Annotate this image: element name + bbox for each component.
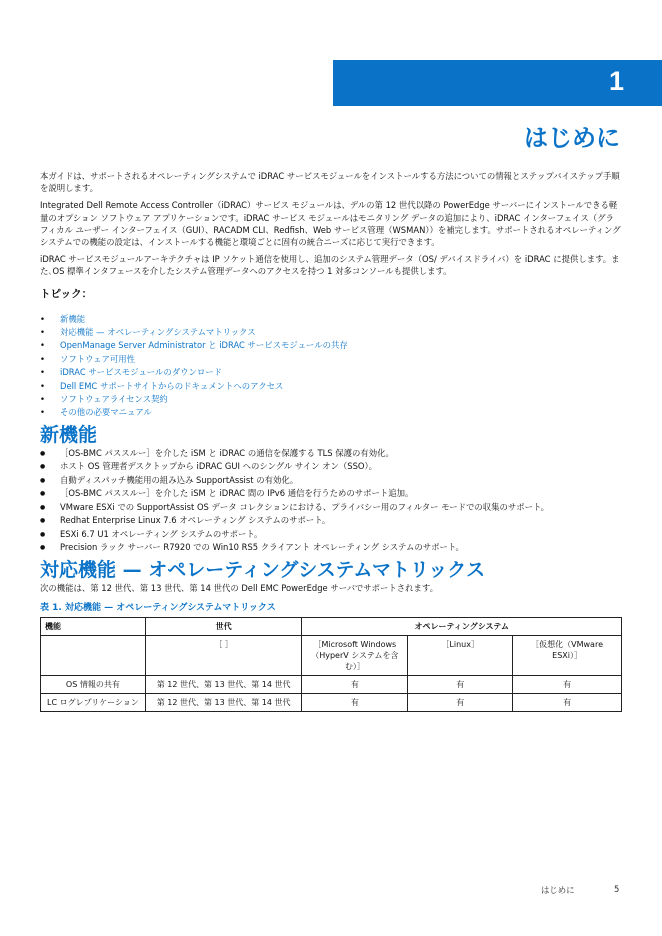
chapter-title: はじめに xyxy=(524,124,620,152)
subheader-windows: ［Microsoft Windows（HyperV システムを含む）］ xyxy=(302,636,408,676)
topics-heading: トピック： xyxy=(40,287,93,300)
topic-item[interactable] xyxy=(40,353,622,366)
list-item: ● ESXi 6.7 U1 オペレーティング システムのサポート。 xyxy=(40,528,622,542)
subheader-generation: ［ ］ xyxy=(145,636,302,676)
intro-paragraph-2: Integrated Dell Remote Access Controller（iDRAC）サービス モジュールは、デルの第 12 世代以降の PowerEdge サーバーにインストールできる軽量のオプション ソフトウェア アプリケーションです。iDRAC サービス モジュールはモニタリング データの追加により、iDRAC インターフェイス（グラフィカル ユーザー インターフェイス（GUI）、RACADM CLI、Redfish、Web サービス管理（WSMAN））を補完します。サポートされるオペレーティング システムでの機能の設定は、インストールする機能と環境ごとに固有の統合ニーズに応じて実行できます。 xyxy=(40,200,621,248)
topic-item[interactable] xyxy=(40,366,622,379)
topic-item[interactable] xyxy=(40,406,622,419)
new-features-heading: 新機能 xyxy=(40,423,98,446)
list-item: ● Redhat Enterprise Linux 7.6 オペレーティング システムのサポート。 xyxy=(40,514,622,528)
table-header-row xyxy=(41,618,622,636)
table-cell: 第 12 世代、第 13 世代、第 14 世代 xyxy=(145,694,302,712)
topic-link[interactable]: Dell EMC サポートサイトからのドキュメントへのアクセス xyxy=(60,380,284,391)
page-content xyxy=(40,170,622,712)
topic-link[interactable]: OpenManage Server Administrator と iDRAC サービスモジュールの共存 xyxy=(60,340,348,351)
table-cell: LC ログレプリケーション xyxy=(41,694,146,712)
support-matrix-table xyxy=(40,617,622,712)
new-features-list xyxy=(40,447,622,555)
table-cell: 有 xyxy=(302,694,408,712)
table-cell: 有 xyxy=(302,676,408,694)
topics-list xyxy=(40,313,622,420)
intro-paragraph-3: iDRAC サービスモジュールアーキテクチャは IP ソケット通信を使用し、追加のシステム管理データ（OS/ デバイスドライバ）を iDRAC に提供します。また､OS 標準インタフェースを介したシステム管理データへのアクセスを持つ 1 対多コンソールも提供します。 xyxy=(40,254,620,277)
topic-link[interactable]: その他の必要マニュアル xyxy=(60,407,152,418)
topic-item[interactable] xyxy=(40,393,622,406)
subheader-vmware: ［仮想化（VMware ESXi）］ xyxy=(513,636,622,676)
intro-paragraph-1: 本ガイドは、サポートされるオペレーティングシステムで iDRAC サービスモジュールをインストールする方法についての情報とステップバイステップ手順を説明します。 xyxy=(40,171,620,194)
topic-link[interactable]: ソフトウェア可用性 xyxy=(60,353,136,364)
list-item: ● ［OS-BMC パススルー］を介した iSM と iDRAC 間の IPv6 通信を行うためのサポート追加。 xyxy=(40,487,622,501)
table-cell: 有 xyxy=(513,694,622,712)
table-row xyxy=(41,694,622,712)
list-item: ● ［OS-BMC パススルー］を介した iSM と iDRAC の通信を保護する TLS 保護の有効化。 xyxy=(40,447,622,461)
chapter-number: 1 xyxy=(608,66,624,96)
topic-item[interactable] xyxy=(40,313,622,326)
topic-link[interactable]: ソフトウェアライセンス契約 xyxy=(60,394,168,405)
topic-link[interactable]: 新機能 xyxy=(60,313,86,324)
header-generation: 世代 xyxy=(145,618,302,636)
footer-title: はじめに xyxy=(541,885,575,895)
topic-item[interactable] xyxy=(40,380,622,393)
subheader-linux: ［Linux］ xyxy=(408,636,513,676)
table-cell: OS 情報の共有 xyxy=(41,676,146,694)
table-caption: 表 1. 対応機能 — オペレーティングシステムマトリックス xyxy=(40,603,276,614)
list-item: ● VMware ESXi での SupportAssist OS データ コレクションにおける、プライバシー用のフィルター モードでの収集のサポート。 xyxy=(40,501,622,515)
chapter-banner xyxy=(333,60,662,106)
header-feature: 機能 xyxy=(41,618,146,636)
table-cell: 第 12 世代、第 13 世代、第 14 世代 xyxy=(145,676,302,694)
table-cell xyxy=(41,636,146,676)
table-cell: 有 xyxy=(408,694,513,712)
list-item: ● Precision ラック サーバー R7920 での Win10 RS5 クライアント オペレーティング システムのサポート。 xyxy=(40,541,622,555)
table-subheader-row xyxy=(41,636,622,676)
list-item: ● ホスト OS 管理者デスクトップから iDRAC GUI へのシングル サイン オン（SSO）。 xyxy=(40,460,622,474)
table-cell: 有 xyxy=(408,676,513,694)
header-os: オペレーティングシステム xyxy=(302,618,622,636)
page-number: 5 xyxy=(614,884,620,894)
topic-item[interactable] xyxy=(40,339,622,352)
topic-item[interactable] xyxy=(40,326,622,339)
matrix-intro: 次の機能は、第 12 世代、第 13 世代、第 14 世代の Dell EMC PowerEdge サーバでサポートされます。 xyxy=(40,582,438,593)
list-item: ● 自動ディスパッチ機能用の組み込み SupportAssist の有効化。 xyxy=(40,474,622,488)
table-cell: 有 xyxy=(513,676,622,694)
table-row xyxy=(41,676,622,694)
matrix-heading: 対応機能 — オペレーティングシステムマトリックス xyxy=(40,558,486,581)
topic-link[interactable]: 対応機能 — オペレーティングシステムマトリックス xyxy=(60,327,256,338)
topic-link[interactable]: iDRAC サービスモジュールのダウンロード xyxy=(60,367,223,378)
